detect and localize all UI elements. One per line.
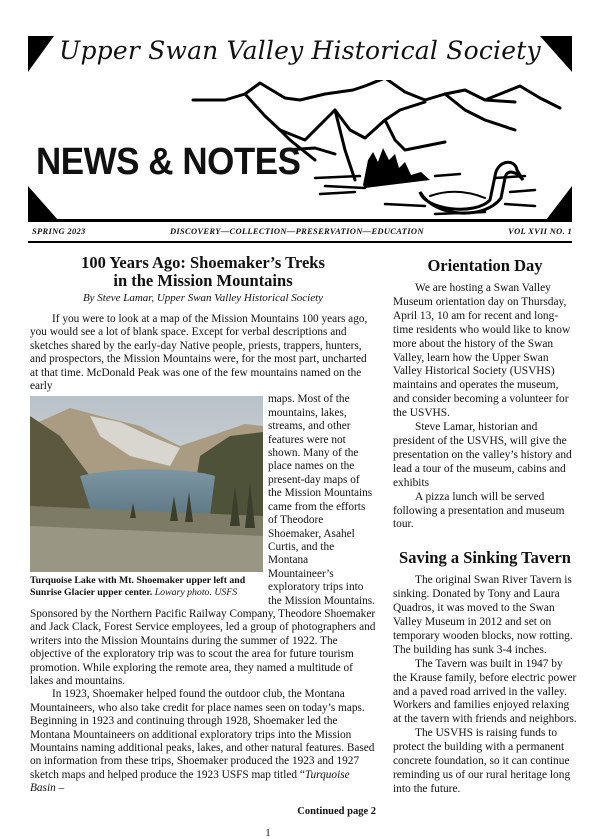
article-byline: By Steve Lamar, Upper Swan Valley Historical Society [82, 292, 324, 304]
main-article [30, 254, 376, 839]
orientation-body: We are hosting a Swan Valley Museum orientation day on Thursday, April 13, 10 am for recent and long-time residents who would like to know more about the history of the Swan Valley, learn how the Upper Swan Valley Historical Society (USVHS) maintains and operates the museum, and consider becoming a volunteer for the USVHS. Steve Lamar, historian and president of the USVHS, will give the presentation on the valley’s history and lead a tour of the museum, cabins and exhibits A pizza lunch will be served following a presentation and museum tour. [393, 282, 572, 531]
society-name: Upper Swan Valley Historical Society [59, 36, 541, 65]
motto: DISCOVERY—COLLECTION—PRESERVATION—EDUCATION [169, 226, 424, 236]
tavern-title: Saving a Sinking Tavern [399, 548, 571, 568]
dateline [32, 226, 572, 236]
page-number: 1 [265, 826, 271, 839]
issue-season: SPRING 2023 [32, 226, 86, 236]
continued-link[interactable]: Continued page 2 [297, 805, 376, 817]
article-paragraph: maps. Most of the mountains, lakes, streams, and other features were not shown. Many of the place names on the present-day maps of the Mission Mountains came from the efforts of Theodore Shoemaker, Asahel Curtis, and the Montana Mountaineer’s exploratory trips into the Mission Mountains. Sponsored by the Northern Pacific Railway Company, Theodore Shoemaker and Jack Clack, Forest Service employees, led a group of photographers and writers into the Mission Mountains during the summer of 1922. The objective of the exploratory trip was to scout the area for future tourism promotion. While exploring the remote area, they named a multitude of lakes and mountains. [30, 393, 376, 687]
article-title: 100 Years Ago: Shoemaker’s Treks in the Mission Mountains [81, 253, 325, 290]
volume-number: VOL XVII NO. 1 [508, 226, 572, 236]
orientation-title: Orientation Day [427, 256, 543, 275]
sidebar-column [393, 256, 577, 797]
photo-caption: Turquoise Lake with Mt. Shoemaker upper left and Sunrise Glacier upper center. Lowary photo. USFS [30, 575, 246, 599]
corner-ornament-bottom-left [28, 186, 58, 220]
article-paragraph: If you were to look at a map of the Mission Mountains 100 years ago, you would see a lot of blank space. Except for verbal descriptions and sketches shared by the early-day Native people, priests, trappers, hunters, and prospectors, the Mission Mountains were, for the most part, uncharted at that time. McDonald Peak was one of the few mountains named on the early [30, 313, 368, 393]
masthead-rule-top [28, 219, 572, 222]
tavern-body: The original Swan River Tavern is sinking. Donated by Tony and Laura Quadros, it was moved to the Swan Valley Museum in 2012 and set on temporary wooden blocks, now rotting. The building has sunk 3-4 inches. The Tavern was built in 1947 by the Krause family, before electric power and a paved road arrived in the valley. Workers and families enjoyed relaxing at the tavern with friends and neighbors. The USVHS is raising funds to protect the building with a permanent concrete foundation, so it can continue reminding us of our rural heritage long into the future. [393, 574, 577, 795]
newsletter-title: NEWS & NOTES [36, 141, 301, 183]
masthead-rule-bottom [28, 241, 572, 243]
article-paragraph: In 1923, Shoemaker helped found the outdoor club, the Montana Mountaineers, who also take credit for place names seen on today’s maps. Beginning in 1923 and continuing through 1928, Shoemaker led the Montana Mountaineers on additional exploratory trips into the Mission Mountains naming additional peaks, lakes, and other natural features. Based on information from these trips, Shoemaker produced the 1923 and 1927 sketch maps and helped produce the 1923 USFS map titled “Turquoise Basin – [30, 688, 375, 795]
article-photo [30, 396, 263, 599]
turquoise-lake-photo [30, 396, 263, 572]
